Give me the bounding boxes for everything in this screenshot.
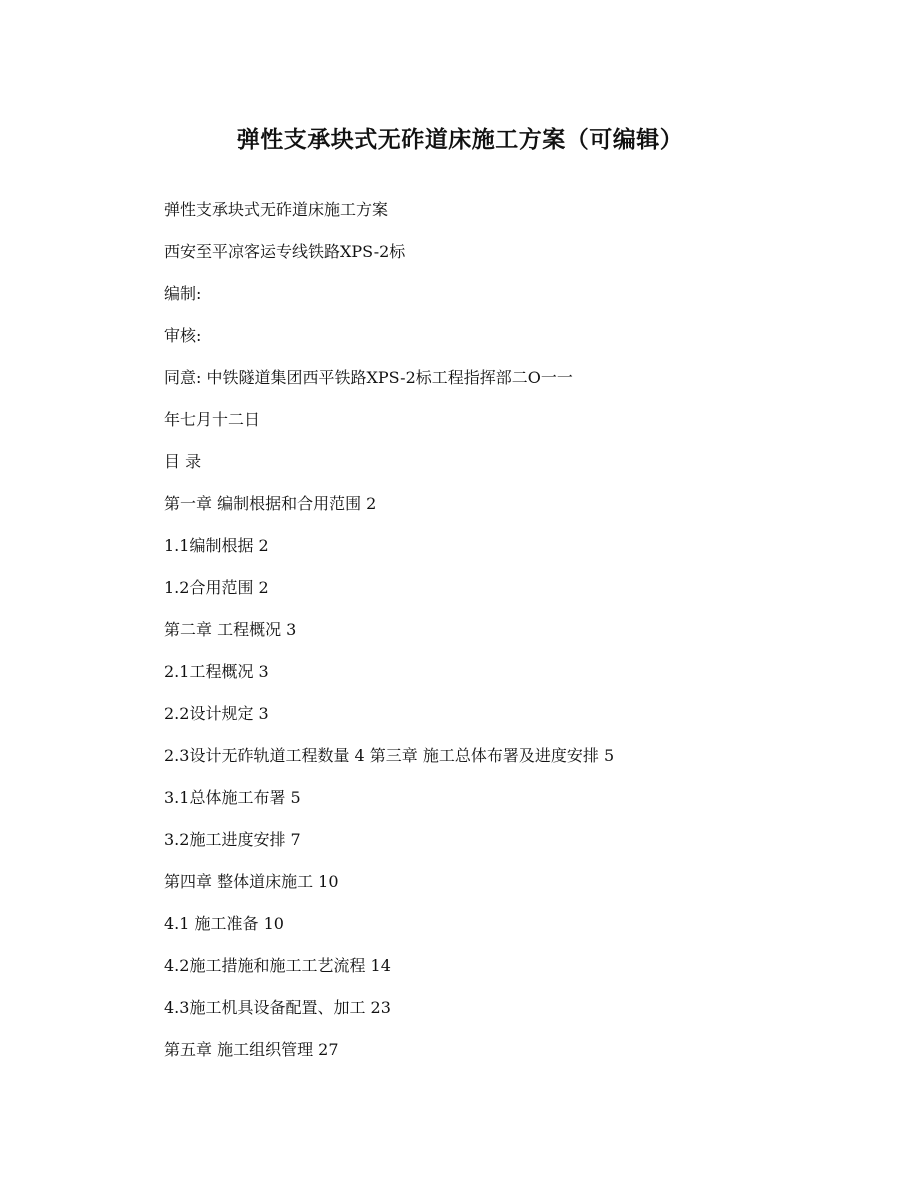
subtitle-line: 弹性支承块式无砟道床施工方案 bbox=[164, 200, 389, 219]
toc-entry: 3.1总体施工布署 5 bbox=[164, 788, 301, 807]
toc-entry: 1.1编制根据 2 bbox=[164, 536, 269, 555]
document-body bbox=[164, 196, 864, 1078]
document-title: 弹性支承块式无砟道床施工方案（可编辑） bbox=[236, 126, 684, 153]
toc-heading: 目 录 bbox=[164, 452, 202, 471]
approval-line: 同意: 中铁隧道集团西平铁路XPS-2标工程指挥部二O一一 bbox=[164, 368, 573, 387]
toc-entry: 第四章 整体道床施工 10 bbox=[164, 872, 339, 891]
toc-entry: 2.2设计规定 3 bbox=[164, 704, 269, 723]
project-line: 西安至平凉客运专线铁路XPS-2标 bbox=[164, 242, 406, 261]
compiler-line: 编制: bbox=[164, 284, 202, 303]
toc-entry: 第五章 施工组织管理 27 bbox=[164, 1040, 339, 1059]
toc-entry: 2.3设计无砟轨道工程数量 4 第三章 施工总体布署及进度安排 5 bbox=[164, 746, 615, 765]
toc-entry: 第一章 编制根据和合用范围 2 bbox=[164, 494, 377, 513]
toc-entry: 3.2施工进度安排 7 bbox=[164, 830, 301, 849]
toc-entry: 1.2合用范围 2 bbox=[164, 578, 269, 597]
reviewer-line: 审核: bbox=[164, 326, 202, 345]
date-line: 年七月十二日 bbox=[164, 410, 261, 429]
toc-entry: 第二章 工程概况 3 bbox=[164, 620, 297, 639]
toc-entry: 4.1 施工准备 10 bbox=[164, 914, 284, 933]
toc-entry: 4.2施工措施和施工工艺流程 14 bbox=[164, 956, 391, 975]
toc-entry: 2.1工程概况 3 bbox=[164, 662, 269, 681]
toc-entry: 4.3施工机具设备配置、加工 23 bbox=[164, 998, 391, 1017]
